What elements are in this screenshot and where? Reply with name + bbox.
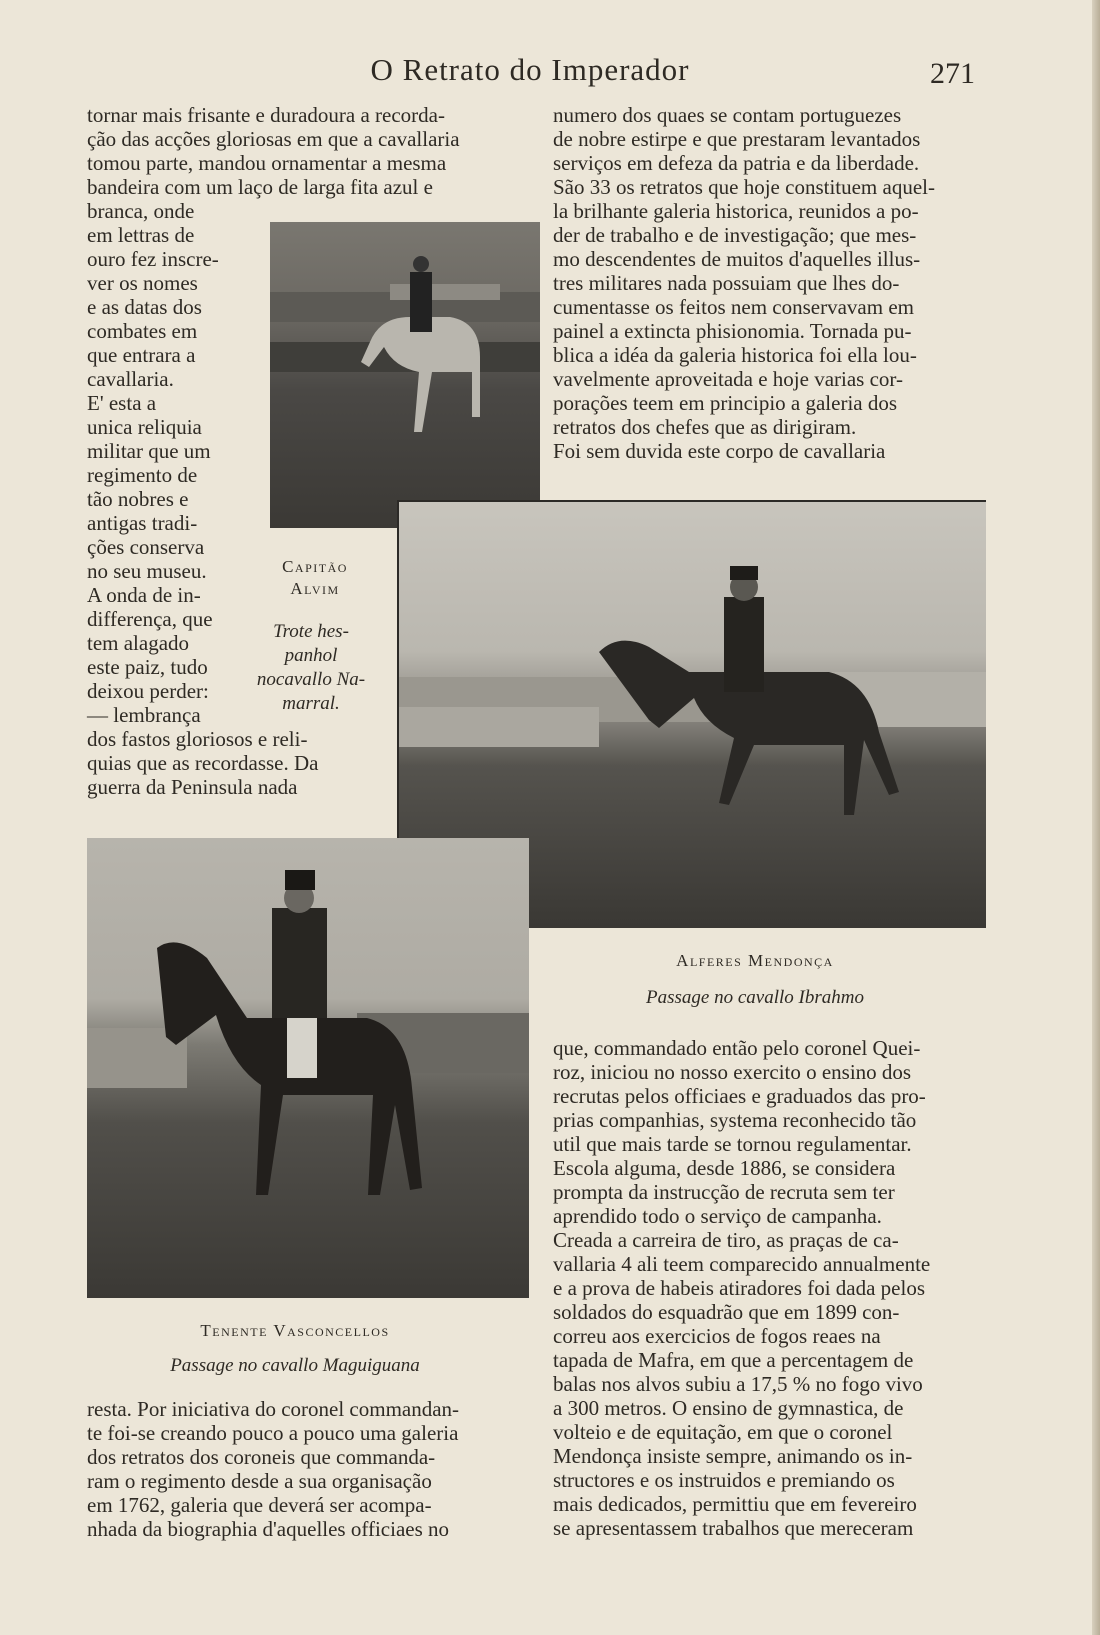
text-line: tornar mais frisante e duradoura a recorda- bbox=[87, 103, 445, 127]
text-line: em 1762, galeria que deverá ser acompa- bbox=[87, 1493, 432, 1517]
text-line: deixou perder: bbox=[87, 679, 209, 703]
text-line: mo descendentes de muitos d'aquelles illus- bbox=[553, 247, 921, 271]
text-line: Mendonça insiste sempre, animando os in- bbox=[553, 1444, 913, 1468]
text-line: cavallaria. bbox=[87, 367, 174, 391]
text-line: mais dedicados, permittiu que em fevereiro bbox=[553, 1492, 917, 1516]
photo-capitao-alvim bbox=[270, 222, 540, 528]
text-line: serviços em defeza da patria e da liberdade. bbox=[553, 151, 920, 175]
text-line: Foi sem duvida este corpo de cavallaria bbox=[553, 439, 886, 463]
text-line: tres militares nada possuiam que lhes do- bbox=[553, 271, 900, 295]
text-line: guerra da Peninsula nada bbox=[87, 775, 298, 799]
text-line: correu aos exercicios de fogos reaes na bbox=[553, 1324, 881, 1348]
body-text-left-bottom bbox=[87, 1397, 532, 1541]
text-line: aprendido todo o serviço de campanha. bbox=[553, 1204, 882, 1228]
body-text-right-top bbox=[553, 103, 1001, 463]
text-line: util que mais tarde se tornou regulamentar. bbox=[553, 1132, 912, 1156]
text-line: em lettras de bbox=[87, 223, 195, 247]
text-line: combates em bbox=[87, 319, 198, 343]
text-line: cumentasse os feitos nem conservavam em bbox=[553, 295, 914, 319]
body-text-right-bottom bbox=[553, 1036, 998, 1540]
caption-name-mendonca: Alferes Mendonça bbox=[676, 951, 834, 970]
caption-desc-vasconcellos: Passage no cavallo Maguiguana bbox=[170, 1355, 420, 1376]
text-line: balas nos alvos subiu a 17,5 % no fogo vivo bbox=[553, 1372, 923, 1396]
text-line: a 300 metros. O ensino de gymnastica, de bbox=[553, 1396, 904, 1420]
text-line: retratos dos chefes que as dirigiram. bbox=[553, 415, 857, 439]
text-line: bandeira com um laço de larga fita azul e bbox=[87, 175, 433, 199]
text-line: regimento de bbox=[87, 463, 198, 487]
text-line: ram o regimento desde a sua organisação bbox=[87, 1469, 432, 1493]
text-line: der de trabalho e de investigação; que mes- bbox=[553, 223, 917, 247]
text-line: tomou parte, mandou ornamentar a mesma bbox=[87, 151, 447, 175]
page-number: 271 bbox=[930, 57, 975, 90]
text-line: e as datas dos bbox=[87, 295, 202, 319]
text-line: dos retratos dos coroneis que commanda- bbox=[87, 1445, 436, 1469]
text-line: A onda de in- bbox=[87, 583, 201, 607]
text-line: soldados do esquadrão que em 1899 con- bbox=[553, 1300, 900, 1324]
text-line: blica a idéa da galeria historica foi ella lou- bbox=[553, 343, 917, 367]
text-line: ção das acções gloriosas em que a cavallaria bbox=[87, 127, 460, 151]
text-line: numero dos quaes se contam portuguezes bbox=[553, 103, 902, 127]
text-line: este paiz, tudo bbox=[87, 655, 208, 679]
text-line: resta. Por iniciativa do coronel commandan- bbox=[87, 1397, 460, 1421]
text-line: Trote hes- bbox=[273, 621, 349, 642]
text-line: dos fastos gloriosos e reli- bbox=[87, 727, 308, 751]
body-text-left-narrow bbox=[87, 199, 235, 727]
photo-tenente-vasconcellos bbox=[87, 838, 529, 1298]
text-line: tem alagado bbox=[87, 631, 190, 655]
running-header-title: O Retrato do Imperador bbox=[370, 52, 690, 87]
text-line: marral. bbox=[282, 693, 340, 714]
text-line: unica reliquia bbox=[87, 415, 202, 439]
caption-name-vasconcellos: Tenente Vasconcellos bbox=[200, 1321, 390, 1340]
text-line: roz, iniciou no nosso exercito o ensino dos bbox=[553, 1060, 912, 1084]
text-line: panhol no bbox=[256, 645, 338, 690]
text-line: vavelmente aproveitada e hoje varias cor- bbox=[553, 367, 903, 391]
text-line: structores e os instruidos e premiando os bbox=[553, 1468, 895, 1492]
text-line: prias companhias, systema reconhecido tão bbox=[553, 1108, 917, 1132]
text-line: que, commandado então pelo coronel Quei- bbox=[553, 1036, 921, 1060]
text-line: differença, que bbox=[87, 607, 213, 631]
caption-desc-alvim bbox=[252, 620, 370, 716]
text-line: Creada a carreira de tiro, as praças de ca- bbox=[553, 1228, 899, 1252]
text-line: — lembrança bbox=[87, 703, 201, 727]
text-line: e a prova de habeis atiradores foi dada pelos bbox=[553, 1276, 926, 1300]
text-line: São 33 os retratos que hoje constituem aquel- bbox=[553, 175, 935, 199]
text-line: se apresentassem trabalhos que mereceram bbox=[553, 1516, 914, 1540]
text-line: recrutas pelos officiaes e graduados das pro- bbox=[553, 1084, 926, 1108]
text-line: E' esta a bbox=[87, 391, 157, 415]
text-line: tão nobres e bbox=[87, 487, 189, 511]
text-line: porações teem em principio a galeria dos bbox=[553, 391, 898, 415]
text-line: ouro fez inscre- bbox=[87, 247, 219, 271]
text-line: te foi-se creando pouco a pouco uma galeria bbox=[87, 1421, 459, 1445]
text-line: cavallo Na- bbox=[275, 669, 366, 690]
text-line: vallaria 4 ali teem comparecido annualmente bbox=[553, 1252, 931, 1276]
text-line: la brilhante galeria historica, reunidos a po- bbox=[553, 199, 919, 223]
text-line: ver os nomes bbox=[87, 271, 198, 295]
text-line: antigas tradi- bbox=[87, 511, 198, 535]
text-line: que entrara a bbox=[87, 343, 196, 367]
text-line: tapada de Mafra, em que a percentagem de bbox=[553, 1348, 914, 1372]
text-line: quias que as recordasse. Da bbox=[87, 751, 319, 775]
text-line: painel a extincta phisionomia. Tornada pu- bbox=[553, 319, 912, 343]
text-line: militar que um bbox=[87, 439, 211, 463]
text-line: Escola alguma, desde 1886, se considera bbox=[553, 1156, 896, 1180]
caption-desc-mendonca: Passage no cavallo Ibrahmo bbox=[646, 987, 864, 1008]
body-text-left-top bbox=[87, 103, 532, 199]
body-text-left-mid bbox=[87, 727, 365, 799]
text-line: prompta da instrucção de recruta sem ter bbox=[553, 1180, 895, 1204]
text-line: de nobre estirpe e que prestaram levantados bbox=[553, 127, 921, 151]
caption-name-alvim: Capitão Alvim bbox=[282, 557, 348, 598]
text-line: volteio e de equitação, em que o coronel bbox=[553, 1420, 893, 1444]
text-line: nhada da biographia d'aquelles officiaes no bbox=[87, 1517, 450, 1541]
text-line: no seu museu. bbox=[87, 559, 207, 583]
text-line: ções conserva bbox=[87, 535, 205, 559]
page-edge bbox=[1092, 0, 1100, 1635]
text-line: branca, onde bbox=[87, 199, 195, 223]
